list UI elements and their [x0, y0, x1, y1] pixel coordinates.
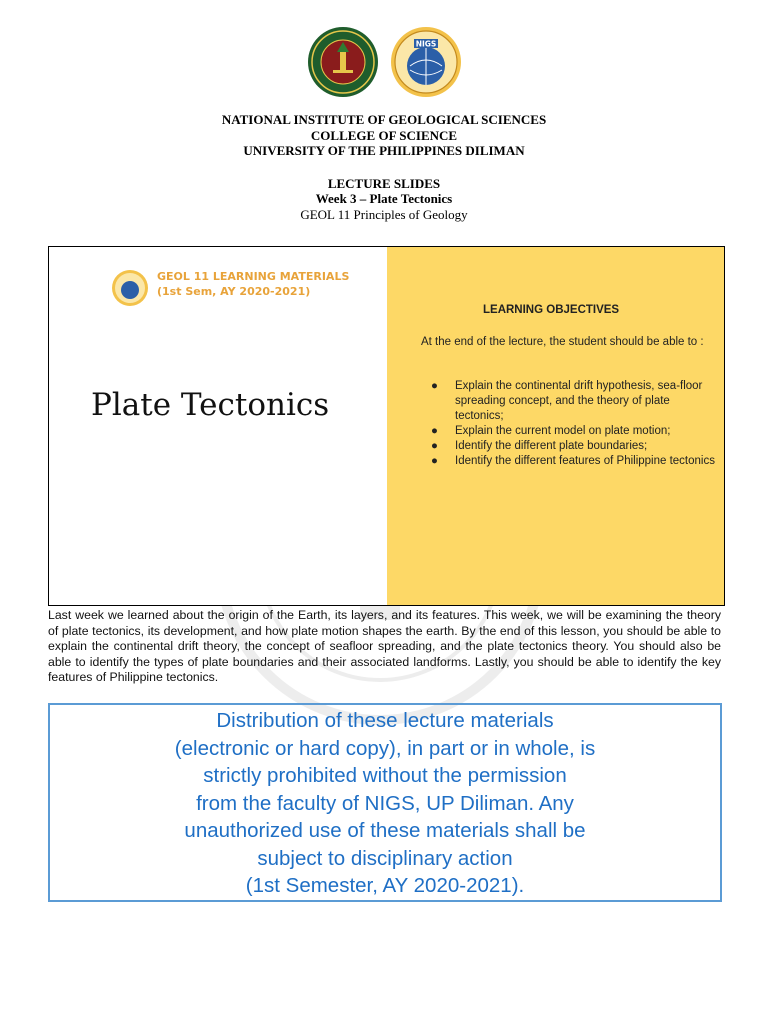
objectives-heading: LEARNING OBJECTIVES — [483, 304, 620, 316]
college-name: COLLEGE OF SCIENCE — [310, 127, 458, 143]
objectives-panel — [387, 247, 724, 605]
notice-line: strictly prohibited without the permission — [203, 764, 567, 787]
objective-item: ● Identify the different plate boundaries; — [431, 440, 648, 452]
slide-title: Plate Tectonics — [91, 387, 330, 423]
nigs-seal-icon — [388, 26, 464, 98]
objectives-list — [421, 379, 721, 469]
objective-item: ● Identify the different features of Philippine tectonics — [431, 455, 715, 467]
badge-line-1: GEOL 11 LEARNING MATERIALS — [157, 270, 350, 283]
objective-item: ● Explain the current model on plate motion; — [431, 425, 671, 437]
notice-line: Distribution of these lecture materials — [216, 709, 554, 732]
badge-line-2: (1st Sem, AY 2020-2021) — [157, 285, 311, 298]
nigs-seal-text: NIGS — [415, 39, 437, 49]
nigs-badge-icon — [111, 269, 149, 307]
week-title: Week 3 – Plate Tectonics — [315, 191, 453, 206]
doc-type: LECTURE SLIDES — [327, 175, 441, 191]
slide-title-panel — [49, 247, 386, 605]
notice-line: (1st Semester, AY 2020-2021). — [245, 874, 525, 897]
notice-line: subject to disciplinary action — [257, 846, 513, 870]
notice-line: from the faculty of NIGS, UP Diliman. Any — [196, 791, 574, 815]
intro-paragraph: Last week we learned about the origin of the Earth, its layers, and its features. This week, we will be examining the theory of plate tectonics, its development, and how plate motion shapes the earth. By the end of this lesson, you should be able to explain the continental drift theory, the concept of seafloor spreading, and the plate tectonics theory. You should also be able to identify the types of plate boundaries and their associated landforms. Lastly, you should be able to identify the key features of Philippine tectonics. — [48, 608, 721, 685]
distribution-notice — [48, 703, 722, 902]
up-seal-icon — [306, 26, 380, 98]
institute-name: NATIONAL INSTITUTE OF GEOLOGICAL SCIENCES — [221, 112, 547, 127]
objectives-intro: At the end of the lecture, the student should be able to : — [421, 336, 704, 348]
document-header — [0, 112, 768, 222]
learning-materials-badge — [157, 269, 349, 299]
university-name: UNIVERSITY OF THE PHILIPPINES DILIMAN — [243, 143, 525, 158]
course-name: GEOL 11 Principles of Geology — [300, 206, 468, 222]
lecture-slide — [48, 246, 725, 606]
objective-item: ● Explain the continental drift hypothesis, sea-floor spreading concept, and the theory of plate tectonics; — [431, 380, 703, 422]
notice-line: unauthorized use of these materials shall be — [184, 819, 586, 842]
notice-line: (electronic or hard copy), in part or in whole, is — [174, 736, 596, 760]
